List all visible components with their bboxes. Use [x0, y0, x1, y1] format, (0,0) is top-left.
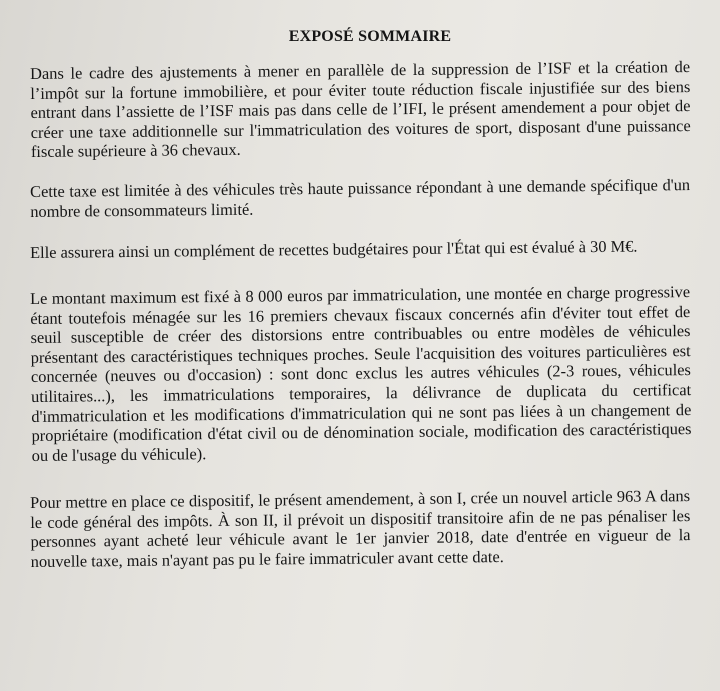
paragraph-3: Elle assurera ainsi un complément de recettes budgétaires pour l'État qui est évalué à 30 M€.	[30, 236, 638, 263]
paragraph-2: Cette taxe est limitée à des véhicules très haute puissance répondant à une demande spécifique d'un nombre de consommateurs limité.	[30, 175, 691, 221]
paragraph-4: Le montant maximum est fixé à 8 000 euros par immatriculation, une montée en charge progressive étant toutefois ménagée sur les 16 premiers chevaux fiscaux concernés afin d'éviter tout effet de seuil susceptible de créer des distorsions entre contribuables ou entre modèles de véhicules présentant des caractéristiques techniques proches. Seule l'acquisition des voitures particulières est concernée (neuves ou d'occasion) : sont donc exclus les autres véhicules (2-3 roues, véhicules utilitaires...), les immatriculations temporaires, la délivrance de duplicata du certificat d'immatriculation et les modifications d'immatriculation qui ne sont pas liées à un changement de propriétaire (modification d'état civil ou de dénomination sociale, modification des caractéristiques ou de l'usage du véhicule).	[30, 281, 692, 465]
paragraph-5: Pour mettre en place ce dispositif, le présent amendement, à son I, crée un nouvel article 963 A dans le code général des impôts. À son II, il prévoit un dispositif transitoire afin de ne pas pénaliser les personnes ayant acheté leur véhicule avant le 1er janvier 2018, date d'entrée en vigueur de la nouvelle taxe, mais n'ayant pas pu le faire immatriculer avant cette date.	[30, 486, 691, 571]
paragraph-1: Dans le cadre des ajustements à mener en parallèle de la suppression de l’ISF et la création de l’impôt sur la fortune immobilière, et pour éviter toute réduction fiscale injustifiée sur des biens entrant dans l’assiette de l’ISF mais pas dans celle de l’IFI, le présent amendement a pour objet de créer une taxe additionnelle sur l'immatriculation des voitures de sport, disposant d'une puissance fiscale supérieure à 36 chevaux.	[30, 57, 691, 162]
document-title: EXPOSÉ SOMMAIRE	[288, 28, 452, 45]
